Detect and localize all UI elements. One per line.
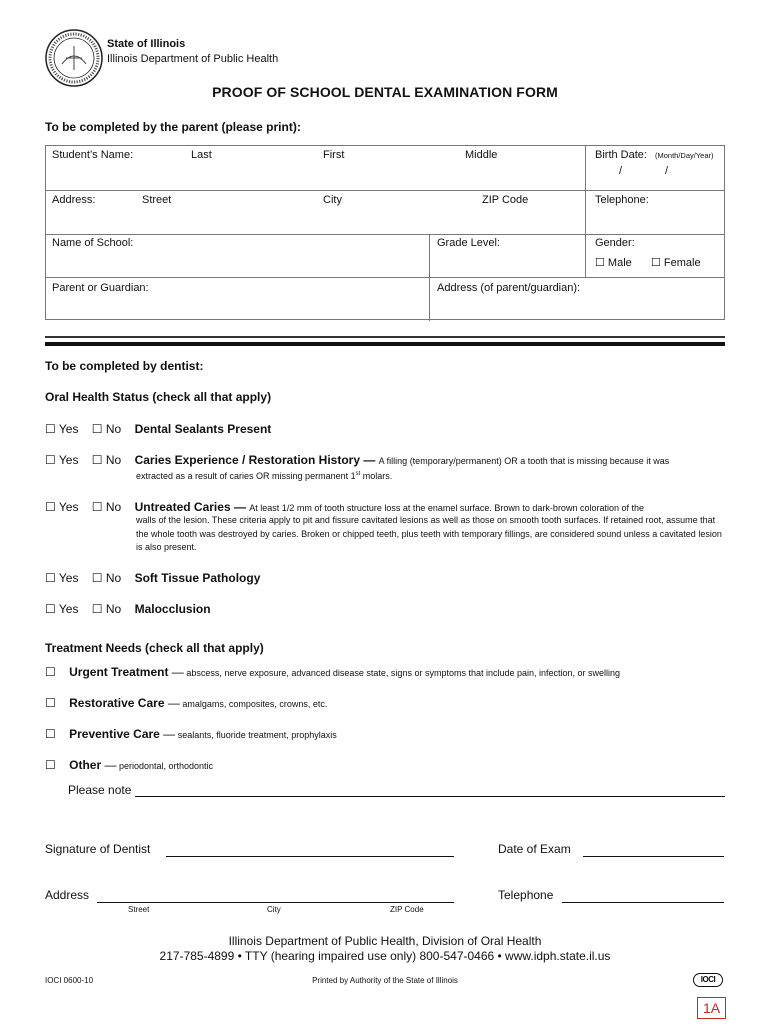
no-checkbox[interactable]: ☐ No <box>91 453 122 467</box>
oral-health-item <box>45 500 644 514</box>
dash: — <box>164 696 180 710</box>
superscript: st <box>355 471 361 477</box>
dash: — <box>101 758 117 772</box>
form-id: IOCI 0600-10 <box>45 976 94 985</box>
item-title: Untreated Caries — <box>134 500 246 514</box>
yes-checkbox[interactable]: ☐ Yes <box>45 422 79 436</box>
item-description-continued <box>136 468 726 484</box>
grade-field[interactable] <box>430 235 585 277</box>
signature-line[interactable] <box>166 856 454 857</box>
treatment-description: amalgams, composites, crowns, etc. <box>179 699 328 709</box>
street-label: Street <box>142 194 172 206</box>
dash: — <box>168 665 184 679</box>
treatment-title: Urgent Treatment <box>69 665 169 679</box>
treatment-description: abscess, nerve exposure, advanced disease state, signs or symptoms that include pain, infection, or swelling <box>183 668 621 678</box>
oral-health-item <box>45 422 271 436</box>
dash: — <box>159 727 176 741</box>
treatment-heading: Treatment Needs (check all that apply) <box>45 641 264 655</box>
form-version-badge: 1A <box>697 997 726 1019</box>
item-title: Caries Experience / Restoration History — <box>134 453 376 467</box>
yes-checkbox[interactable]: ☐ Yes <box>45 500 79 514</box>
treatment-title: Other <box>69 758 102 772</box>
telephone-label: Telephone: <box>595 194 649 206</box>
item-description-continued: walls of the lesion. These criteria apply to pit and fissure cavitated lesions as well as those on smooth tooth surfaces. If retained root, assume that the whole tooth was destroyed by caries. Broken or chipped teeth, plus teeth with temporary fillings, are considered sound unless a cavitated lesion is also present. <box>136 515 722 552</box>
dentist-section-heading: To be completed by dentist: <box>45 359 204 373</box>
item-title: Dental Sealants Present <box>134 422 272 436</box>
guardian-address-field[interactable] <box>430 278 725 320</box>
section-divider <box>45 342 725 346</box>
treatment-item <box>45 727 337 741</box>
gender-male-checkbox[interactable]: ☐ Male <box>595 257 632 269</box>
item-description: A filling (temporary/permanent) OR a tooth that is missing because it was <box>378 456 670 466</box>
please-note-label: Please note <box>68 783 132 797</box>
dentist-telephone-line[interactable] <box>562 902 724 903</box>
student-name-label: Student’s Name: <box>52 149 134 161</box>
department-name: Illinois Department of Public Health <box>107 53 279 65</box>
yes-checkbox[interactable]: ☐ Yes <box>45 602 79 616</box>
no-checkbox[interactable]: ☐ No <box>91 571 122 585</box>
treatment-description: periodontal, orthodontic <box>116 761 214 771</box>
treatment-item <box>45 696 327 710</box>
address-field[interactable] <box>46 191 585 234</box>
birth-date-format: (Month/Day/Year) <box>655 151 714 160</box>
treatment-checkbox[interactable]: ☐ <box>45 758 56 772</box>
state-seal-icon <box>44 28 104 88</box>
date-separator: / <box>619 165 623 177</box>
guardian-field[interactable] <box>46 278 429 320</box>
street-sublabel: Street <box>128 905 150 914</box>
last-name-label: Last <box>191 149 212 161</box>
dentist-address-label: Address <box>45 888 90 902</box>
guardian-label: Parent or Guardian: <box>52 282 149 294</box>
treatment-checkbox[interactable]: ☐ <box>45 665 56 679</box>
birth-date-field[interactable] <box>586 146 725 190</box>
treatment-item <box>45 665 620 679</box>
yes-checkbox[interactable]: ☐ Yes <box>45 453 79 467</box>
treatment-title: Restorative Care <box>69 696 165 710</box>
oral-health-heading: Oral Health Status (check all that apply) <box>45 390 272 404</box>
printer-logo-icon: IOCI <box>693 973 723 987</box>
signature-label: Signature of Dentist <box>45 842 151 856</box>
telephone-field[interactable] <box>586 191 725 234</box>
first-name-label: First <box>323 149 345 161</box>
school-label: Name of School: <box>52 237 134 249</box>
date-of-exam-line[interactable] <box>583 856 724 857</box>
treatment-title: Preventive Care <box>69 727 160 741</box>
description-text: extracted as a result of caries OR missing permanent 1 <box>136 471 356 481</box>
dentist-address-line[interactable] <box>97 902 454 903</box>
treatment-checkbox[interactable]: ☐ <box>45 727 56 741</box>
dentist-telephone-label: Telephone <box>498 888 554 902</box>
city-sublabel: City <box>267 905 281 914</box>
no-checkbox[interactable]: ☐ No <box>91 602 122 616</box>
footer-contact: 217-785-4899 • TTY (hearing impaired use only) 800-547-0466 • www.idph.state.il.us <box>159 949 611 963</box>
printed-by: Printed by Authority of the State of Illinois <box>312 976 458 985</box>
guardian-address-label: Address (of parent/guardian): <box>437 282 581 294</box>
grade-label: Grade Level: <box>437 237 500 249</box>
item-title: Soft Tissue Pathology <box>134 571 261 585</box>
zip-sublabel: ZIP Code <box>390 905 424 914</box>
please-note-line[interactable] <box>135 796 725 797</box>
yes-checkbox[interactable]: ☐ Yes <box>45 571 79 585</box>
section-divider <box>45 336 725 338</box>
date-of-exam-label: Date of Exam <box>498 842 571 856</box>
oral-health-item <box>45 602 211 616</box>
student-name-field[interactable] <box>46 146 585 190</box>
treatment-description: sealants, fluoride treatment, prophylaxis <box>175 730 337 740</box>
state-name: State of Illinois <box>107 38 186 50</box>
footer-department: Illinois Department of Public Health, Division of Oral Health <box>228 934 542 948</box>
treatment-item <box>45 758 213 772</box>
parent-section-heading: To be completed by the parent (please print): <box>45 120 301 134</box>
item-description: At least 1/2 mm of tooth structure loss at the enamel surface. Brown to dark-brown coloration of the <box>249 503 644 513</box>
date-separator: / <box>665 165 669 177</box>
birth-date-label: Birth Date: <box>595 149 647 161</box>
middle-name-label: Middle <box>465 149 498 161</box>
zip-label: ZIP Code <box>482 194 529 206</box>
no-checkbox[interactable]: ☐ No <box>91 422 122 436</box>
oral-health-item <box>45 453 669 467</box>
no-checkbox[interactable]: ☐ No <box>91 500 122 514</box>
city-label: City <box>323 194 342 206</box>
treatment-checkbox[interactable]: ☐ <box>45 696 56 710</box>
gender-female-checkbox[interactable]: ☐ Female <box>651 257 701 269</box>
description-text: molars. <box>360 471 393 481</box>
address-label: Address: <box>52 194 96 206</box>
parent-info-table <box>45 145 725 320</box>
item-title: Malocclusion <box>134 602 211 616</box>
form-title: PROOF OF SCHOOL DENTAL EXAMINATION FORM <box>212 84 558 100</box>
school-field[interactable] <box>46 235 429 277</box>
oral-health-item <box>45 571 260 585</box>
gender-label: Gender: <box>595 237 635 249</box>
